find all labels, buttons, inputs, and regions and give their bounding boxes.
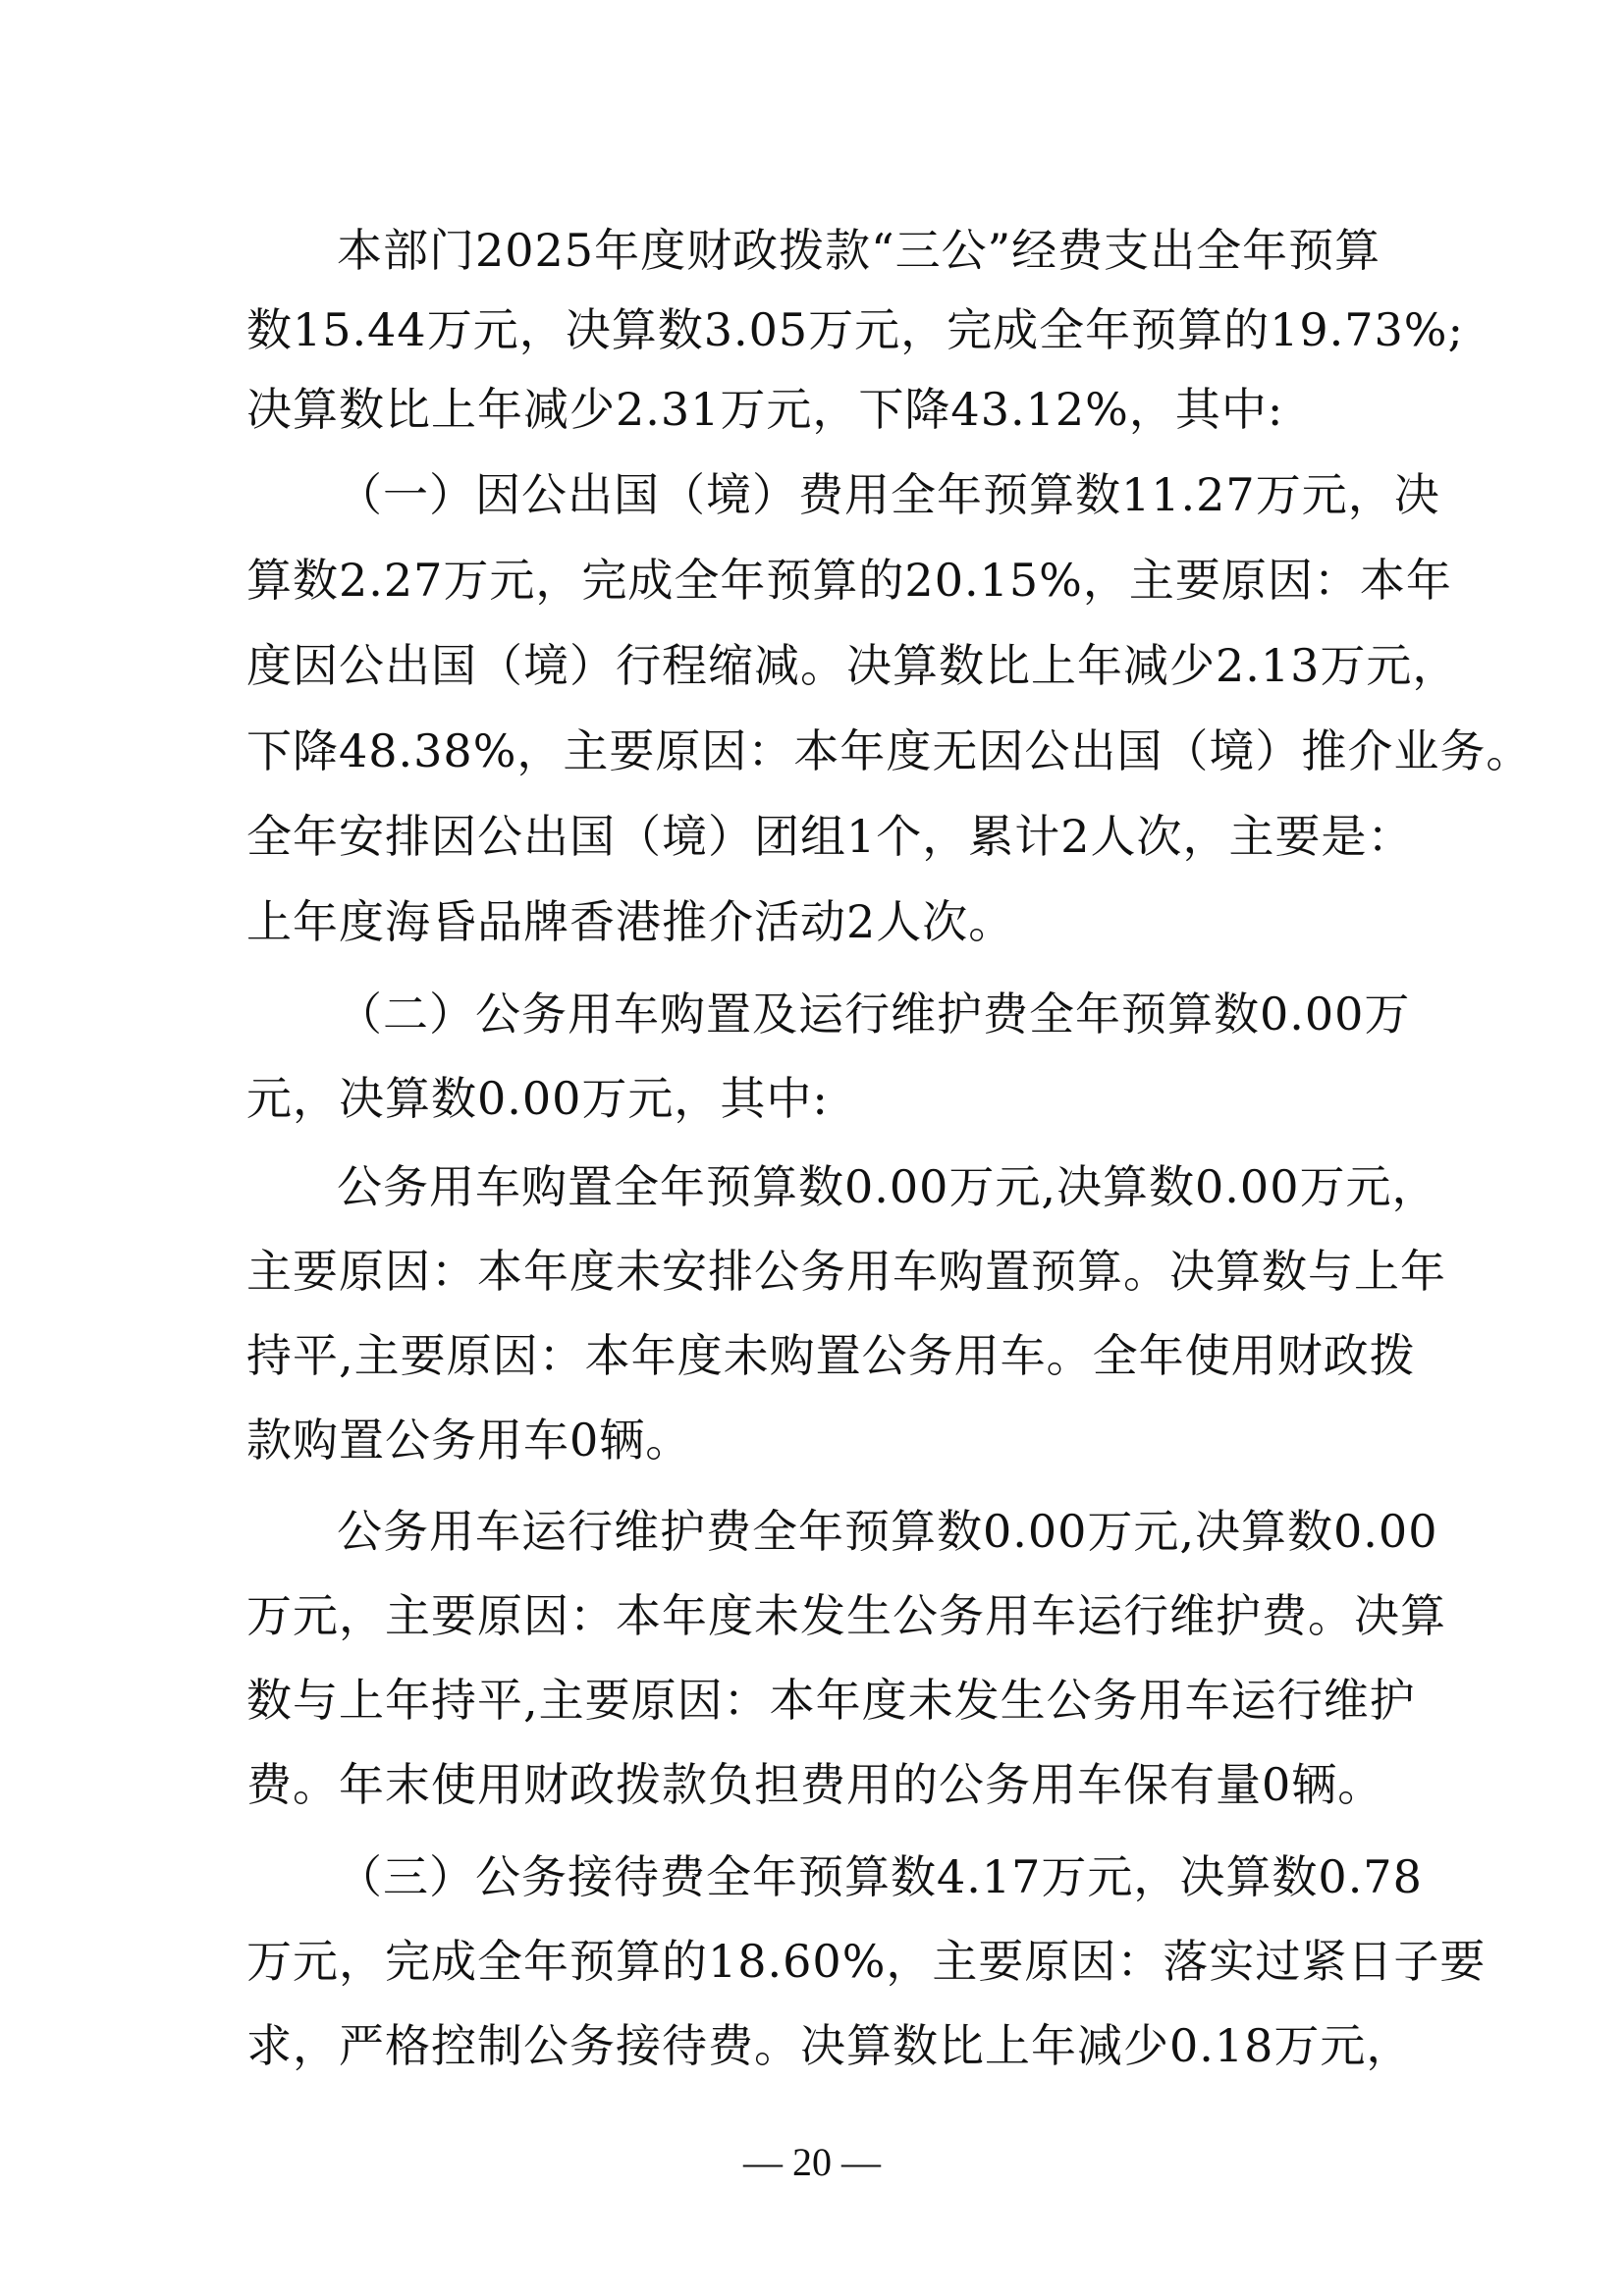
paragraph-3-line-2: 元，决算数0.00万元，其中: <box>246 1072 829 1125</box>
paragraph-1-line-2: 数15.44万元，决算数3.05万元，完成全年预算的19.73%; <box>246 303 1465 356</box>
paragraph-5-line-2: 万元，主要原因：本年度未发生公务用车运行维护费。决算 <box>246 1589 1446 1642</box>
paragraph-5-line-1: 公务用车运行维护费全年预算数0.00万元,决算数0.00 <box>337 1505 1438 1558</box>
page-number: — 20 — <box>743 2140 881 2184</box>
paragraph-6-line-2: 万元，完成全年预算的18.60%，主要原因：落实过紧日子要 <box>246 1935 1487 1988</box>
paragraph-1-line-3: 决算数比上年减少2.31万元，下降43.12%，其中: <box>246 383 1284 436</box>
paragraph-2-line-1: （一）因公出国（境）费用全年预算数11.27万元，决 <box>337 468 1440 521</box>
paragraph-6-line-1: （三）公务接待费全年预算数4.17万元，决算数0.78 <box>337 1850 1423 1903</box>
paragraph-5-line-4: 费。年末使用财政拨款负担费用的公务用车保有量0辆。 <box>246 1758 1384 1811</box>
paragraph-4-line-2: 主要原因：本年度未安排公务用车购置预算。决算数与上年 <box>246 1245 1446 1298</box>
paragraph-1-line-1: 本部门2025年度财政拨款“三公”经费支出全年预算 <box>337 224 1381 277</box>
paragraph-2-line-2: 算数2.27万元，完成全年预算的20.15%，主要原因：本年 <box>246 554 1452 607</box>
paragraph-6-line-3: 求，严格控制公务接待费。决算数比上年减少0.18万元， <box>246 2019 1413 2072</box>
paragraph-4-line-1: 公务用车购置全年预算数0.00万元,决算数0.00万元， <box>337 1160 1438 1213</box>
paragraph-2-line-3: 度因公出国（境）行程缩减。决算数比上年减少2.13万元， <box>246 639 1459 692</box>
paragraph-2-line-5: 全年安排因公出国（境）团组1个，累计2人次，主要是： <box>246 810 1414 863</box>
paragraph-2-line-6: 上年度海昏品牌香港推介活动2人次。 <box>246 895 1015 948</box>
paragraph-3-line-1: （二）公务用车购置及运行维护费全年预算数0.00万 <box>337 988 1411 1041</box>
paragraph-4-line-4: 款购置公务用车0辆。 <box>246 1414 692 1467</box>
paragraph-4-line-3: 持平,主要原因：本年度未购置公务用车。全年使用财政拨 <box>246 1329 1416 1382</box>
paragraph-5-line-3: 数与上年持平,主要原因：本年度未发生公务用车运行维护 <box>246 1674 1416 1727</box>
paragraph-2-line-4: 下降48.38%，主要原因：本年度无因公出国（境）推介业务。 <box>246 724 1533 777</box>
